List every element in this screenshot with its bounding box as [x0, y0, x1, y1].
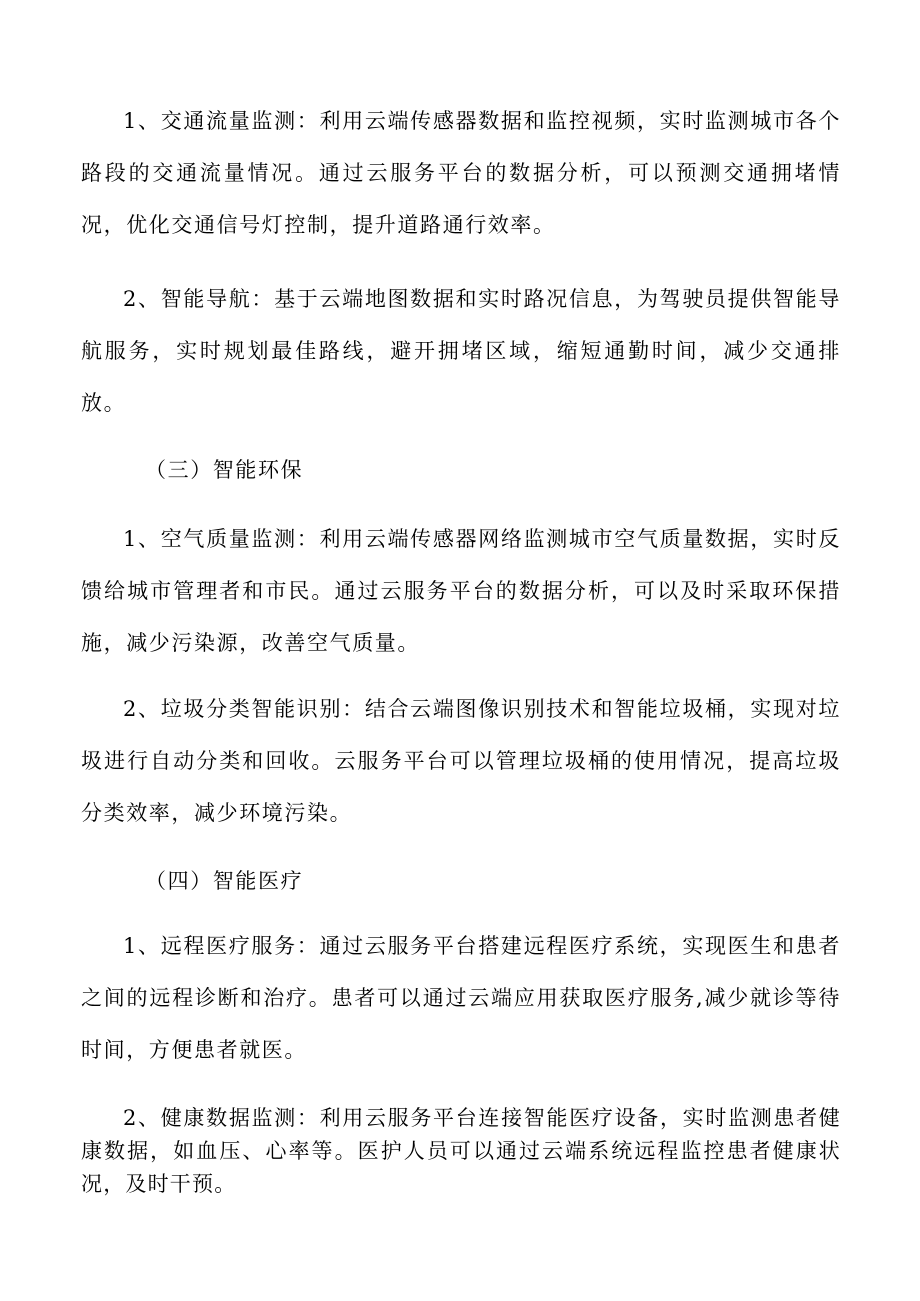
section-heading-smart-healthcare: （四）智能医疗	[145, 869, 304, 893]
section-heading-smart-environment: （三）智能环保	[145, 458, 304, 482]
paragraph-health-data-monitoring: 2、健康数据监测：利用云服务平台连接智能医疗设备，实时监测患者健康数据，如血压、心率等。医护人员可以通过云端系统远程监控患者健康状况，及时干预。	[81, 1106, 841, 1196]
paragraph-smart-navigation: 2、智能导航：基于云端地图数据和实时路况信息，为驾驶员提供智能导航服务，实时规划最佳路线，避开拥堵区域，缩短通勤时间，减少交通排放。	[81, 287, 841, 415]
paragraph-telemedicine-service: 1、远程医疗服务：通过云服务平台搭建远程医疗系统，实现医生和患者之间的远程诊断和治疗。患者可以通过云端应用获取医疗服务,减少就诊等待时间，方便患者就医。	[81, 934, 841, 1062]
paragraph-garbage-sorting: 2、垃圾分类智能识别：结合云端图像识别技术和智能垃圾桶，实现对垃圾进行自动分类和回收。云服务平台可以管理垃圾桶的使用情况，提高垃圾分类效率，减少环境污染。	[81, 697, 841, 825]
paragraph-traffic-flow-monitoring: 1、交通流量监测：利用云端传感器数据和监控视频，实时监测城市各个路段的交通流量情况。通过云服务平台的数据分析，可以预测交通拥堵情况，优化交通信号灯控制，提升道路通行效率。	[81, 109, 841, 237]
paragraph-air-quality-monitoring: 1、空气质量监测：利用云端传感器网络监测城市空气质量数据，实时反馈给城市管理者和市民。通过云服务平台的数据分析，可以及时采取环保措施，减少污染源，改善空气质量。	[81, 527, 841, 655]
